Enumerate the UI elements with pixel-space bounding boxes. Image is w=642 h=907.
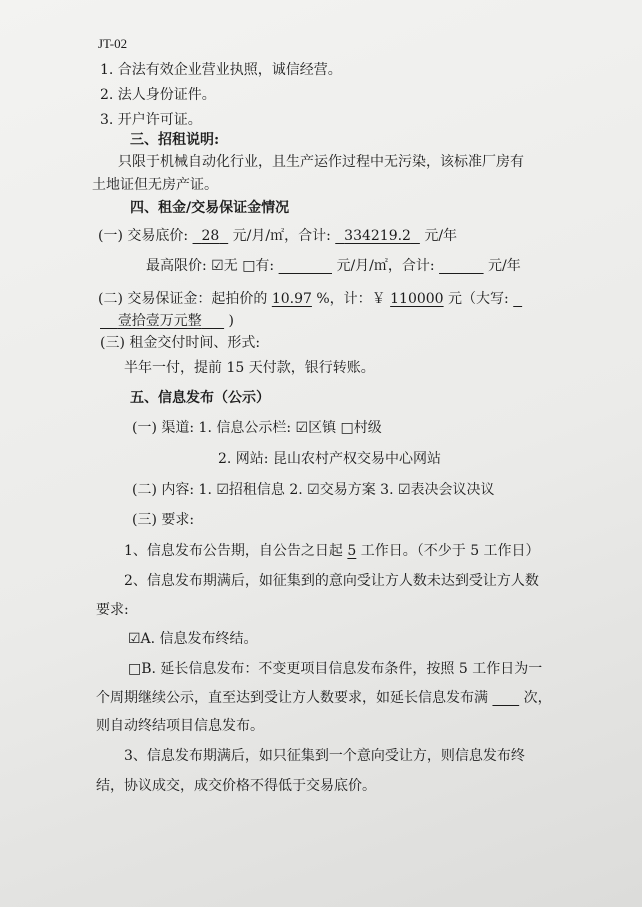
requirement-3-line1: 3、信息发布期满后，如只征集到一个意向受让方，则信息发布终 xyxy=(124,748,525,764)
base-price-value: 28 xyxy=(201,228,220,244)
section-5-title: 五、信息发布（公示） xyxy=(130,390,270,406)
channel-line-2: 2. 网站: 昆山农村产权交易中心网站 xyxy=(218,451,441,467)
base-price-unit: 元/月/㎡，合计: xyxy=(232,228,331,244)
payment-text: 半年一付，提前 15 天付款，银行转账。 xyxy=(124,360,375,376)
deposit-words-blank xyxy=(513,291,522,307)
deposit-mid: %，计：￥ xyxy=(316,291,386,307)
base-price-label: (一) 交易底价: xyxy=(98,228,189,244)
option-b-line1: □B. 延长信息发布：不变更项目信息发布条件，按照 5 工作日为一 xyxy=(128,661,543,677)
base-total-value: 334219.2 xyxy=(344,228,411,244)
doc-code: JT-02 xyxy=(98,36,128,51)
requirement-1-pre: 1、信息发布公告期，自公告之日起 xyxy=(124,543,343,559)
section-3-title: 三、招租说明: xyxy=(130,132,220,148)
requirement-item-3: 3. 开户许可证。 xyxy=(100,112,202,128)
deposit-words-line xyxy=(100,311,234,331)
requirement-item-1: 1. 合法有效企业营业执照，诚信经营。 xyxy=(100,62,342,78)
section-3-text-line1: 只限于机械自动化行业，且生产运作过程中无污染，该标准厂房有 xyxy=(118,154,524,170)
channel-line-1: (一) 渠道: 1. 信息公示栏: ☑区镇 □村级 xyxy=(132,420,382,436)
option-b-times-blank xyxy=(492,690,519,706)
option-b-line2 xyxy=(96,688,552,708)
option-b-line2-pre: 个周期继续公示，直至达到受让方人数要求，如延长信息发布满 xyxy=(96,690,488,706)
requirement-1-post: 工作日。（不少于 5 工作日） xyxy=(360,543,540,559)
deposit-amount-unit: 元（大写: xyxy=(448,291,509,307)
max-price-line xyxy=(146,256,521,276)
max-price-unit: 元/月/㎡，合计: xyxy=(336,258,435,274)
requirement-2-line2: 要求: xyxy=(96,602,129,618)
option-b-line3: 则自动终结项目信息发布。 xyxy=(96,718,264,734)
option-b-line2-post: 次， xyxy=(523,690,552,706)
deposit-percent: 10.97 xyxy=(271,291,312,307)
requirement-1-days: 5 xyxy=(347,543,357,559)
max-total-unit: 元/年 xyxy=(488,258,521,274)
max-price-option-have: □有: xyxy=(242,258,275,274)
deposit-label: (二) 交易保证金：起拍价的 xyxy=(98,291,268,307)
payment-label: (三) 租金交付时间、形式: xyxy=(100,335,261,351)
max-price-label: 最高限价: xyxy=(146,258,207,274)
option-a: ☑A. 信息发布终结。 xyxy=(128,631,258,647)
max-price-option-none: ☑无 xyxy=(211,258,238,274)
deposit-close: ) xyxy=(228,313,234,329)
section-4-title: 四、租金/交易保证金情况 xyxy=(130,200,290,216)
content-line: (二) 内容: 1. ☑招租信息 2. ☑交易方案 3. ☑表决会议决议 xyxy=(132,482,495,498)
requirement-3-line2: 结，协议成交，成交价格不得低于交易底价。 xyxy=(96,778,376,794)
deposit-line xyxy=(98,289,522,309)
requirements-title: (三) 要求: xyxy=(132,512,195,528)
requirement-1-line xyxy=(124,541,540,561)
deposit-amount: 110000 xyxy=(390,291,444,307)
requirement-item-2: 2. 法人身份证件。 xyxy=(100,87,216,103)
deposit-words: 壹拾壹万元整 xyxy=(117,313,202,329)
base-total-unit: 元/年 xyxy=(424,228,458,244)
max-price-blank xyxy=(279,258,332,274)
base-price-line xyxy=(98,226,457,246)
section-3-text-line2: 土地证但无房产证。 xyxy=(92,177,218,193)
requirement-2-line1: 2、信息发布期满后，如征集到的意向受让方人数未达到受让方人数 xyxy=(124,573,539,589)
max-total-blank xyxy=(439,258,484,274)
